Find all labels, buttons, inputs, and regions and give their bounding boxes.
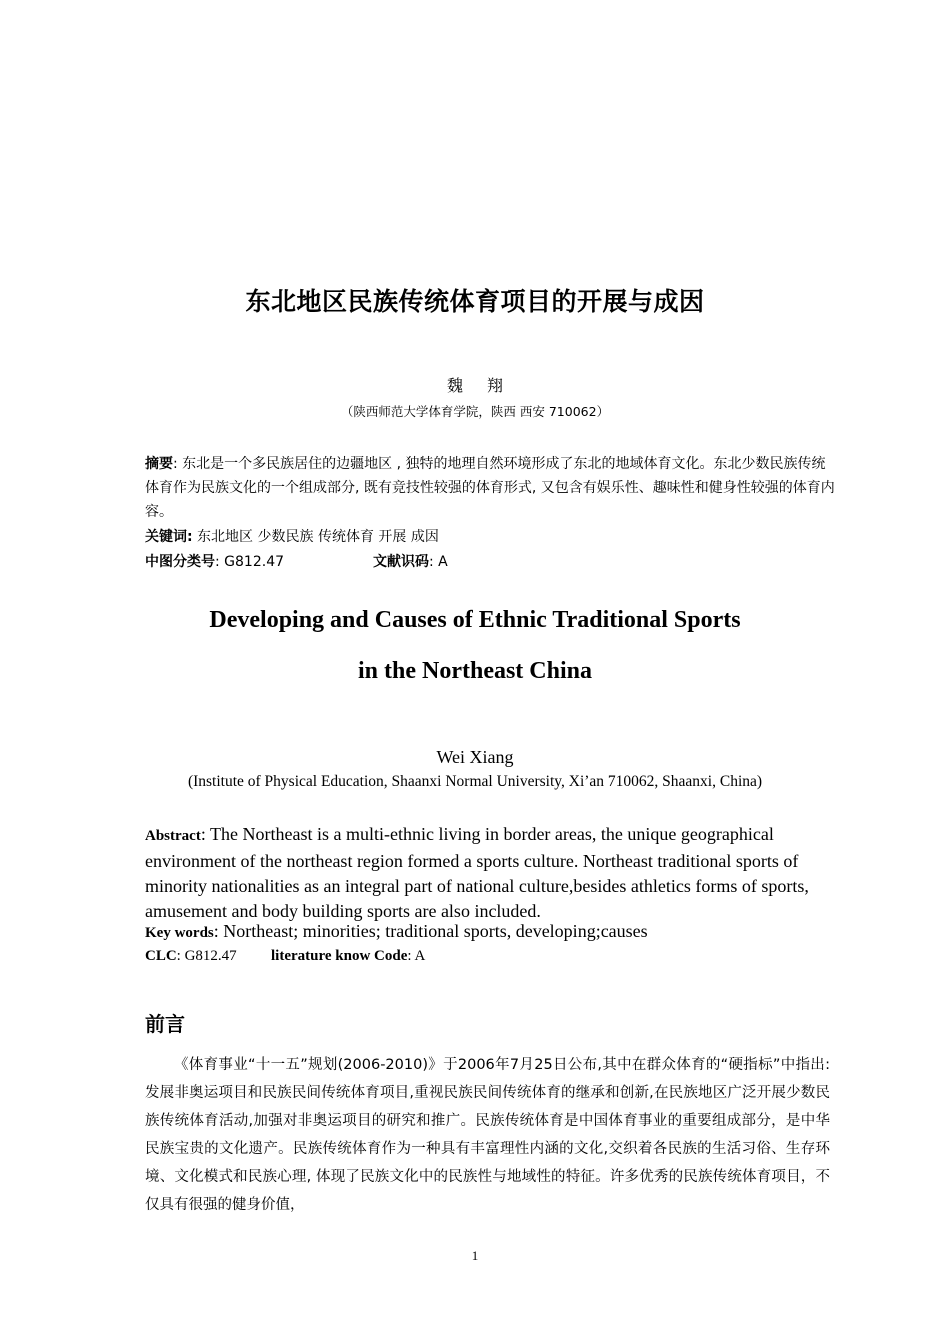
keywords-en [145, 921, 648, 942]
abstract-text-cn: : 东北是一个多民族居住的边疆地区 , 独特的地理自然环境形成了东北的地域体育文化。东北少数民族传统体育作为民族文化的一个组成部分, 既有竞技性较强的体育形式, 又包含有娱乐性、趣味性和健身性较强的体育内容。 [145, 456, 835, 520]
keywords-cn [145, 526, 439, 546]
keywords-label-cn: 关键词: [145, 529, 193, 545]
affiliation-en: (Institute of Physical Education, Shaanxi Normal University, Xi’an 710062, Shaanxi, China) [187, 773, 763, 790]
clc-label-en: CLC [145, 948, 177, 964]
author-given-cn: 魏 [446, 376, 463, 395]
page-number: 1 [471, 1248, 479, 1263]
section-heading: 前言 [145, 1012, 185, 1036]
abstract-cn [145, 452, 835, 524]
doccode-value-cn: : A [429, 554, 448, 570]
litcode-en [271, 948, 425, 965]
clc-cn [145, 551, 284, 571]
author-name-en: Wei Xiang [436, 747, 514, 767]
paper-title-en-line1: Developing and Causes of Ethnic Traditional Sports [209, 607, 741, 633]
litcode-label-en: literature know Code [271, 948, 408, 964]
clc-en [145, 948, 237, 965]
clc-value-en: : G812.47 [176, 948, 237, 964]
author-family-cn: 翔 [487, 376, 504, 395]
abstract-en [145, 822, 825, 924]
litcode-value-en: : A [407, 948, 426, 964]
abstract-label-cn: 摘要 [145, 456, 173, 472]
clc-label-cn: 中图分类号 [145, 554, 215, 570]
doccode-cn [373, 551, 448, 571]
doccode-label-cn: 文献识码 [373, 554, 429, 570]
keywords-text-en: : Northeast; minorities; traditional sports, developing;causes [213, 921, 648, 941]
paper-title-en-line2: in the Northeast China [357, 658, 592, 684]
keywords-label-en: Key words [145, 925, 214, 941]
author-name-cn [0, 373, 950, 396]
abstract-text-en: : The Northeast is a multi-ethnic living in border areas, the unique geographical environment of the northeast region formed a sports culture. Northeast traditional sports of minority nationalities as an integral part of national culture,besides athletics forms of sports, amusement and body building sports are also included. [145, 824, 809, 921]
abstract-label-en: Abstract [145, 828, 201, 844]
affiliation-cn: （陕西师范大学体育学院，陕西 西安 710062） [340, 404, 610, 419]
keywords-text-cn: 东北地区 少数民族 传统体育 开展 成因 [192, 529, 439, 545]
paper-title-cn: 东北地区民族传统体育项目的开展与成因 [245, 287, 705, 316]
body-paragraph: 《体育事业“十一五”规划(2006-2010)》于2006年7月25日公布,其中在群众体育的“硬指标”中指出:发展非奥运项目和民族民间传统体育项目,重视民族民间传统体育的继承和创新,在民族地区广泛开展少数民族传统体育活动,加强对非奥运项目的研究和推广。民族传统体育是中国体育事业的重要组成部分，是中华民族宝贵的文化遗产。民族传统体育作为一种具有丰富理性内涵的文化,交织着各民族的生活习俗、生存环境、文化模式和民族心理, 体现了民族文化中的民族性与地域性的特征。许多优秀的民族传统体育项目，不仅具有很强的健身价值， [145, 1057, 830, 1213]
clc-value-cn: : G812.47 [215, 554, 285, 570]
